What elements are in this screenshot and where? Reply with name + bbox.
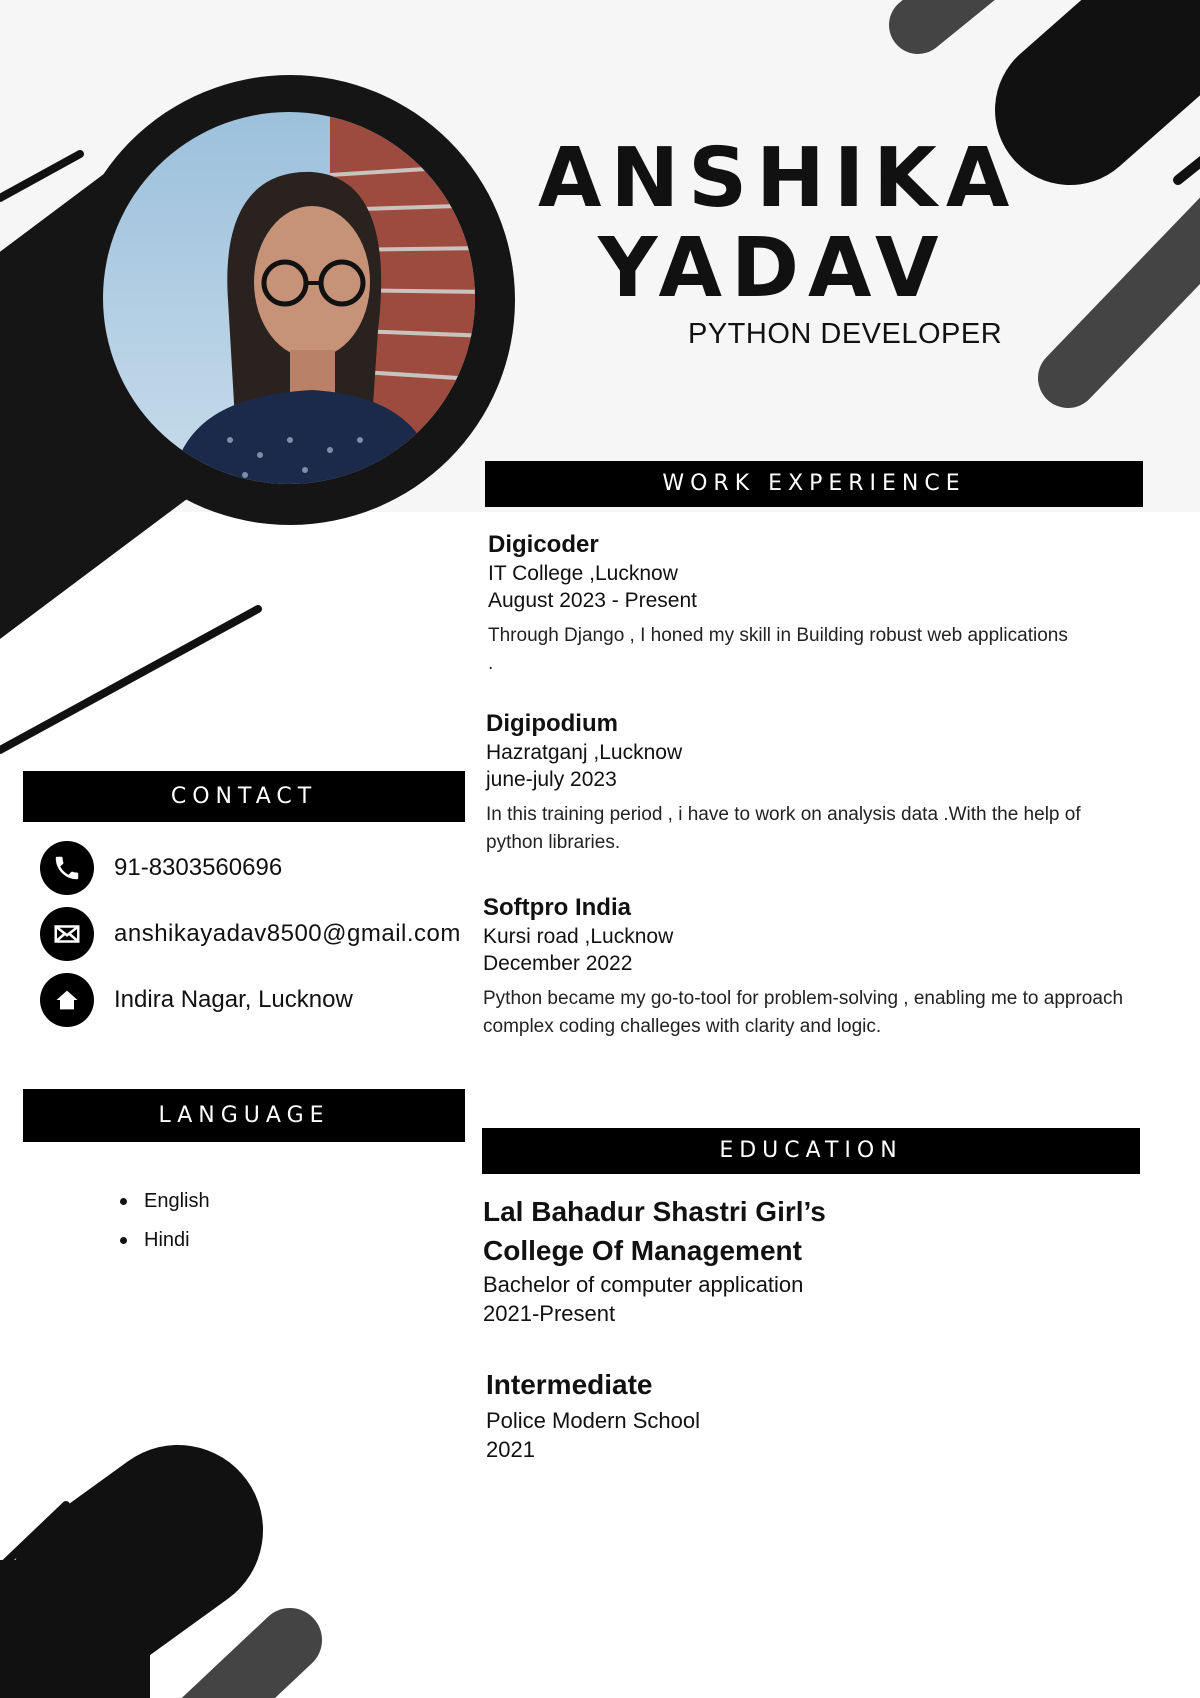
job-title: PYTHON DEVELOPER (688, 318, 1003, 350)
job-location: Hazratganj ,Lucknow (486, 741, 683, 764)
education-detail: Bachelor of computer application (483, 1272, 804, 1297)
education-heading: EDUCATION (482, 1128, 1140, 1174)
contact-email[interactable]: anshikayadav8500@gmail.com (114, 920, 461, 947)
job-description: In this training period , i have to work on analysis data .With the help of python libraries. (486, 804, 1081, 853)
contact-heading: CONTACT (23, 771, 465, 822)
deco-blob-top-right (1070, 0, 1200, 110)
deco-line-top-right (1178, 148, 1200, 180)
name-first: ANSHIKA (538, 131, 1019, 226)
education-entry (486, 1365, 1126, 1464)
deco-line-lower (0, 609, 258, 750)
job-dates: August 2023 - Present (488, 589, 697, 612)
contact-phone[interactable]: 91-8303560696 (114, 854, 283, 881)
contact-address: Indira Nagar, Lucknow (114, 986, 353, 1013)
work-entry (486, 709, 1146, 857)
education-title: College Of Management (483, 1235, 802, 1266)
education-title: Lal Bahadur Shastri Girl’s (483, 1196, 826, 1227)
language-name: Hindi (144, 1229, 190, 1251)
job-location: IT College ,Lucknow (488, 562, 678, 585)
bullet-icon (120, 1198, 127, 1205)
education-years: 2021-Present (483, 1301, 616, 1326)
education-years: 2021 (486, 1437, 535, 1462)
job-dates: june-july 2023 (486, 768, 617, 791)
mail-icon (40, 907, 94, 961)
work-entry (488, 530, 1148, 678)
job-description: Through Django , I honed my skill in Building robust web applications . (488, 625, 1068, 674)
job-company: Softpro India (483, 894, 631, 921)
job-dates: December 2022 (483, 952, 633, 975)
job-description: Python became my go-to-tool for problem-solving , enabling me to approach complex coding challeges with clarity and logic. (483, 988, 1124, 1037)
work-entry (483, 893, 1143, 1041)
contact-phone-row (40, 841, 282, 895)
language-list (120, 1182, 210, 1260)
job-company: Digicoder (488, 531, 599, 558)
job-company: Digipodium (486, 710, 618, 737)
contact-address-row (40, 973, 353, 1027)
bullet-icon (120, 1237, 127, 1244)
deco-line-upper (0, 154, 80, 198)
deco-stroke-top (918, 0, 998, 25)
education-entry (483, 1192, 1123, 1328)
list-item (120, 1182, 210, 1221)
education-detail: Police Modern School (486, 1408, 701, 1433)
job-location: Kursi road ,Lucknow (483, 925, 674, 948)
deco-fill-bottom-left (0, 1560, 150, 1698)
language-heading: LANGUAGE (23, 1089, 465, 1142)
name-last: YADAV (598, 221, 948, 316)
education-title: Intermediate (486, 1369, 653, 1400)
list-item (120, 1221, 210, 1260)
work-experience-heading: WORK EXPERIENCE (485, 461, 1143, 507)
language-name: English (144, 1190, 210, 1212)
home-icon (40, 973, 94, 1027)
deco-stroke-right (1068, 220, 1200, 378)
phone-icon (40, 841, 94, 895)
deco-stroke-bottom (205, 1640, 290, 1698)
contact-email-row (40, 907, 461, 961)
